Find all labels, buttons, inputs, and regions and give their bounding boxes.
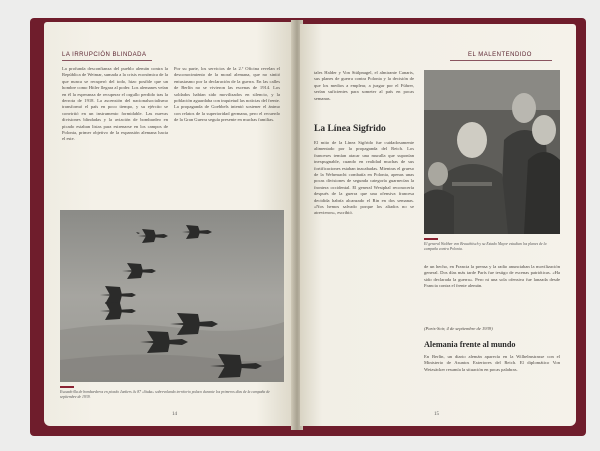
stuka-formation-photo xyxy=(60,210,284,382)
left-header-rule xyxy=(62,60,152,61)
left-page-header: LA IRRUPCIÓN BLINDADA xyxy=(62,52,147,58)
right-page-header: EL MALENTENDIDO xyxy=(468,52,532,58)
section-heading-alemania: Alemania frente al mundo xyxy=(424,340,516,349)
right-col4-text: de un hecho, en Francia la prensa y la radio anunciaban la movilización general. Dos días más tarde París fue testigo de escenas patrióticas. «Ha sido declarada la guerra». Pero ni una sola ofensiva fue lanzada desde Francia contra el frente alemán. xyxy=(424,264,560,289)
right-header-rule xyxy=(450,60,552,61)
right-photo-caption: El general Walther von Brauchitsch y su Estado Mayor estudian los planes de la campaña contra Polonia. xyxy=(424,242,547,251)
section-heading-linea-sigfrido: La Línea Sigfrido xyxy=(314,124,386,134)
left-caption-marker xyxy=(60,386,74,388)
left-intro-text: La profunda desconfianza del pueblo alemán contra la República de Weimar, sumada a la crisis económica de la que nunca se recuperó del todo, hizo posible que un hombre como Hitler llegara al poder. Los alemanes veían en él la esperanza de recuperar el orgullo perdido tras la derrota de 1918. La ascensión del nacionalsocialismo transformó el país en poco tiempo, y su ejército se convirtió en un instrumento formidable. Las nuevas divisiones blindadas y la aviación de bombardeo en picado estaban listas para estrenarse en los campos de Polonia, primer objetivo de la expansión alemana hacia el este. xyxy=(62,66,168,142)
linea-sigfrido-text: El mito de la Línea Sigfrido fue cuidadosamente alimentado por la propaganda del Reich. Los franceses temían atacar una muralla que suponían inexpugnable, cuando en realidad muchas de sus fortificaciones estaban inacabadas. Mientras el grueso de la Wehrmacht combatía en Polonia, apenas unas pocas divisiones de segunda categoría guarnecían la frontera occidental. El general Westphal reconocería después de la guerra que una ofensiva francesa decidida habría alcanzado el Rin en dos semanas. «Nos hemos salvado porque los aliados no se atrevieron», escribió. xyxy=(314,140,414,216)
quote-attribution: (Paris-Soir, 4 de septiembre de 1939) xyxy=(424,326,493,331)
left-page-number: 14 xyxy=(172,412,177,417)
left-photo-caption: Escuadrilla de bombarderos en picado Junkers Ju 87 «Stuka» sobrevolando territorio polaco durante los primeros días de la campaña de septiembre de 1939. xyxy=(60,390,270,399)
alemania-text: En Berlín, un diario alemán aparecía en la Wilhelmstrasse con el Ministerio de Asuntos Exteriores del Reich. El diplomático Von Weizsäcker resumía la situación en pocas palabras. xyxy=(424,354,560,372)
right-page xyxy=(300,24,576,426)
generals-photo xyxy=(424,70,560,234)
left-column-2-text: Por su parte, los servicios de la 2.ª Oficina revelan el desconocimiento de la moral alemana, que no sintió entusiasmo por la declaración de la guerra. En las calles de Berlín no se vivieron las escenas de 1914. Los soldados habían sido movilizados en silencio, y la población aguardaba con inquietud las noticias del frente. La propaganda de Goebbels intentó sostener el ánimo con relatos de la superioridad germana, pero el recuerdo de la Gran Guerra seguía presente en muchas familias. xyxy=(174,66,280,123)
right-page-number: 15 xyxy=(434,412,439,417)
right-caption-marker xyxy=(424,238,438,240)
left-page xyxy=(44,22,294,426)
right-top-text: tales Halder y Von Stülpnagel, el almirante Canaris, sus planes de guerra contra Polonia y la decisión de que los medios a emplear, a juzgar por el Führer, serían suficientes para someter al país en pocas semanas. xyxy=(314,70,414,101)
